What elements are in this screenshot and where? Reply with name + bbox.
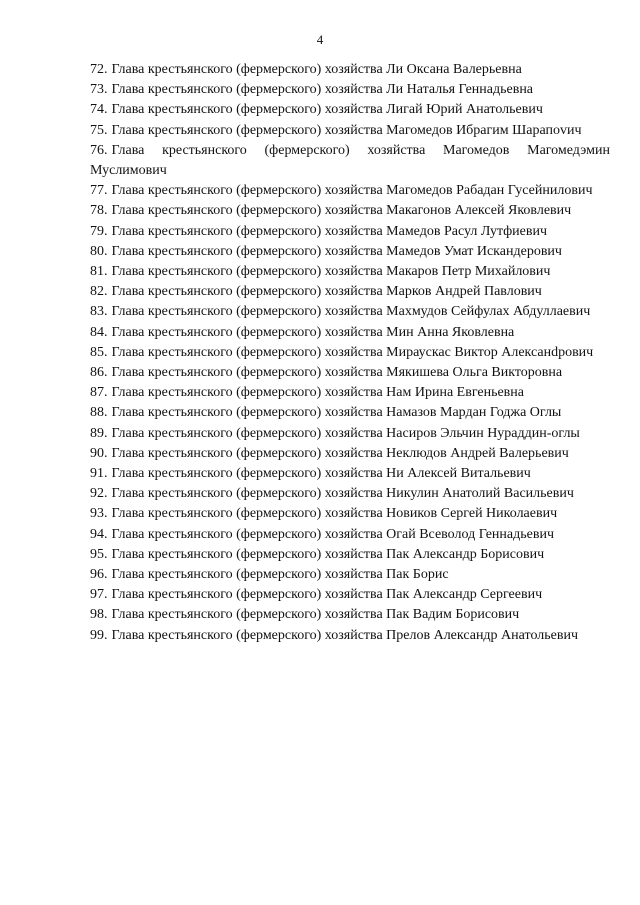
item-number: 86. (90, 365, 108, 381)
item-text: Глава крестьянского (фермерского) хозяйства Ли Оксана Валерьевна (111, 62, 522, 77)
list-item (90, 504, 610, 524)
item-text: Глава крестьянского (фермерского) хозяйства Пак Вадим Борисович (111, 607, 520, 623)
list-item (90, 585, 610, 605)
list-item (90, 403, 610, 423)
item-number: 89. (90, 425, 108, 441)
item-number: 85. (90, 344, 108, 360)
item-number: 91. (90, 466, 108, 482)
list-item (90, 80, 610, 100)
list-item (90, 343, 610, 363)
item-number: 99. (90, 627, 108, 643)
item-text: Глава крестьянского (фермерского) хозяйства Мамедов Расул Лутфиевич (111, 223, 548, 239)
item-number: 95. (90, 546, 108, 562)
item-text: Глава крестьянского (фермерского) хозяйства Никулин Анатолий Васильевич (111, 486, 574, 502)
item-number: 88. (90, 405, 108, 421)
list-item (90, 545, 610, 565)
item-number: 94. (90, 526, 108, 542)
item-number: 87. (90, 385, 108, 401)
item-text: Глава крестьянского (фермерского) хозяйства Мамедов Умат Искандерович (111, 243, 562, 259)
list-item (90, 444, 610, 464)
list-item (90, 605, 610, 625)
list-item (90, 363, 610, 383)
item-number: 92. (90, 486, 108, 502)
list-item (90, 282, 610, 302)
list-item (90, 60, 610, 80)
item-number: 75. (90, 122, 108, 138)
list-item (90, 141, 610, 181)
item-number: 78. (90, 203, 108, 219)
list-item (90, 525, 610, 545)
list-item (90, 424, 610, 444)
page-number: 4 (316, 32, 324, 47)
item-text: Глава крестьянского (фермерского) хозяйства Пак Борис (111, 567, 449, 583)
list-item (90, 242, 610, 262)
list-item (90, 383, 610, 403)
item-text: Глава крестьянского (фермерского) хозяйства Ли Наталья Геннадьевна (111, 82, 534, 98)
list-item (90, 181, 610, 201)
list-item (90, 121, 610, 141)
list-item (90, 484, 610, 504)
item-number: 96. (90, 567, 108, 583)
farm-heads-list (90, 60, 610, 646)
item-text: Глава крестьянского (фермерского) хозяйства Макаров Петр Михайлович (111, 264, 551, 280)
item-text: Глава крестьянского (фермерского) хозяйства Магомедов Магомедэмин Муслимович (90, 142, 610, 179)
item-number: 72. (90, 62, 108, 77)
item-number: 80. (90, 243, 108, 259)
item-number: 81. (90, 264, 108, 280)
item-number: 90. (90, 445, 108, 461)
item-text: Глава крестьянского (фермерского) хозяйства Прелов Александр Анатольевич (111, 627, 578, 643)
item-number: 98. (90, 607, 108, 623)
item-number: 83. (90, 304, 108, 320)
item-number: 97. (90, 587, 108, 603)
item-number: 93. (90, 506, 108, 522)
item-text: Глава крестьянского (фермерского) хозяйства Намазов Мардан Годжа Оглы (111, 405, 562, 421)
item-number: 84. (90, 324, 108, 340)
item-text: Глава крестьянского (фермерского) хозяйства Насиров Эльчин Нураддин-оглы (111, 425, 580, 441)
list-item (90, 262, 610, 282)
item-text: Глава крестьянского (фермерского) хозяйства Ни Алексей Витальевич (111, 466, 531, 482)
item-text: Глава крестьянского (фермерского) хозяйства Магомедов Рабадан Гусейнилович (111, 183, 593, 199)
item-text: Глава крестьянского (фермерского) хозяйства Магомедов Ибрагим Шарапоvич (111, 122, 582, 138)
item-text: Глава крестьянского (фермерского) хозяйства Лигай Юрий Анатольевич (111, 102, 543, 118)
item-number: 77. (90, 183, 108, 199)
item-text: Глава крестьянского (фермерского) хозяйства Мин Анна Яковлевна (111, 324, 515, 340)
item-text: Глава крестьянского (фермерского) хозяйства Пак Александр Борисович (111, 546, 545, 562)
list-item (90, 222, 610, 242)
item-number: 79. (90, 223, 108, 239)
item-text: Глава крестьянского (фермерского) хозяйства Пак Александр Сергеевич (111, 587, 543, 603)
item-number: 73. (90, 82, 108, 98)
list-item (90, 302, 610, 322)
item-text: Глава крестьянского (фермерского) хозяйства Новиков Сергей Николаевич (111, 506, 558, 522)
list-item (90, 100, 610, 120)
list-item (90, 201, 610, 221)
item-text: Глава крестьянского (фермерского) хозяйства Махмудов Сейфулах Абдуллаевич (111, 304, 591, 320)
item-text: Глава крестьянского (фермерского) хозяйства Огай Всеволод Геннадьевич (111, 526, 554, 542)
item-text: Глава крестьянского (фермерского) хозяйства Мираускас Виктор Алексанdрович (111, 344, 594, 360)
list-item (90, 565, 610, 585)
item-number: 82. (90, 284, 108, 300)
item-text: Глава крестьянского (фермерского) хозяйства Нам Ирина Евгеньевна (111, 385, 524, 401)
list-item (90, 323, 610, 343)
item-number: 74. (90, 102, 108, 118)
list-item (90, 626, 610, 646)
item-text: Глава крестьянского (фермерского) хозяйства Мякишева Ольга Викторовна (111, 365, 563, 381)
list-item (90, 464, 610, 484)
item-text: Глава крестьянского (фермерского) хозяйства Макагонов Алексей Яковлевич (111, 203, 572, 219)
item-text: Глава крестьянского (фермерского) хозяйства Марков Андрей Павлович (111, 284, 542, 300)
item-text: Глава крестьянского (фермерского) хозяйства Неклюдов Андрей Валерьевич (111, 445, 569, 461)
item-number: 76. (90, 142, 108, 158)
